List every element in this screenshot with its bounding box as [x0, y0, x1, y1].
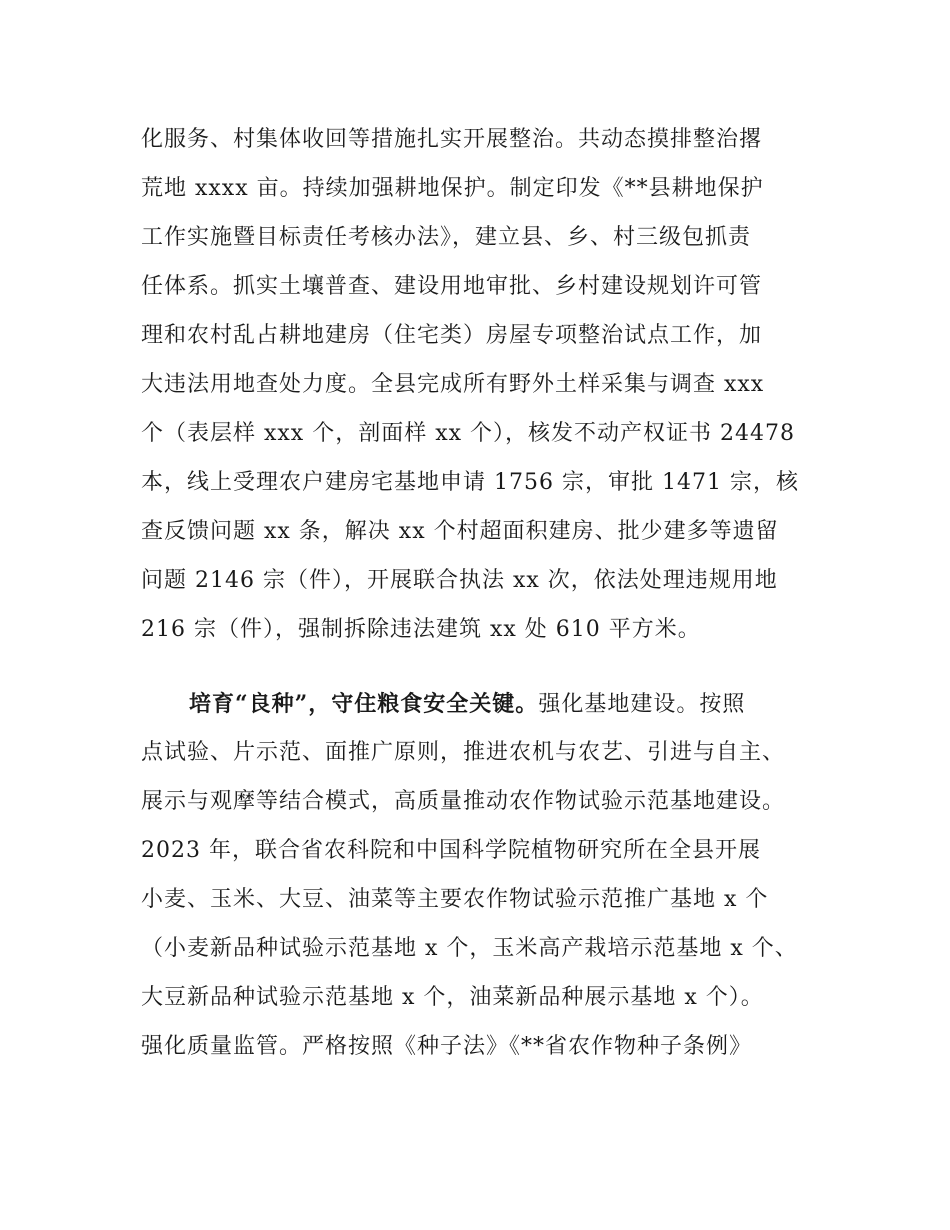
paragraph-line: 问题 2146 宗（件），开展联合执法 xx 次，依法处理违规用地 — [141, 568, 778, 593]
paragraph-line: 查反馈问题 xx 条，解决 xx 个村超面积建房、批少建多等遗留 — [141, 519, 779, 544]
paragraph-line: 2023 年，联合省农科院和中国科学院植物研究所在全县开展 — [141, 838, 761, 863]
paragraph-line: 点试验、片示范、面推广原则，推进农机与农艺、引进与自主、 — [141, 740, 786, 765]
paragraph-line: 荒地 xxxx 亩。持续加强耕地保护。制定印发《**县耕地保护 — [141, 176, 764, 201]
paragraph-line: 大违法用地查处力度。全县完成所有野外土样采集与调查 xxx — [141, 372, 765, 397]
paragraph-line: 强化质量监管。严格按照《种子法》《**省农作物种子条例》 — [141, 1034, 753, 1059]
paragraph-line: 任体系。抓实土壤普查、建设用地审批、乡村建设规划许可管 — [141, 274, 763, 299]
paragraph-line: 个（表层样 xxx 个，剖面样 xx 个），核发不动产权证书 24478 — [141, 421, 795, 446]
paragraph-line: 展示与观摩等结合模式，高质量推动农作物试验示范基地建设。 — [141, 789, 786, 814]
paragraph-heading: 培育“良种”，守住粮食安全关键。 — [189, 691, 539, 717]
paragraph-line: 化服务、村集体收回等措施扎实开展整治。共动态摸排整治撂 — [141, 127, 763, 152]
paragraph-first-line-text: 强化基地建设。按照 — [538, 692, 746, 717]
paragraph-first-line — [189, 688, 745, 720]
paragraph-line: 小麦、玉米、大豆、油菜等主要农作物试验示范推广基地 x 个 — [141, 887, 769, 912]
paragraph-line: 大豆新品种试验示范基地 x 个，油菜新品种展示基地 x 个）。 — [141, 985, 764, 1010]
paragraph-line: 理和农村乱占耕地建房（住宅类）房屋专项整治试点工作，加 — [141, 323, 763, 348]
paragraph-line: （小麦新品种试验示范基地 x 个，玉米高产栽培示范基地 x 个、 — [141, 936, 798, 961]
paragraph-line: 工作实施暨目标责任考核办法》，建立县、乡、村三级包抓责 — [141, 225, 752, 250]
paragraph-line: 本，线上受理农户建房宅基地申请 1756 宗，审批 1471 宗，核 — [141, 470, 799, 495]
paragraph-line: 216 宗（件），强制拆除违法建筑 xx 处 610 平方米。 — [141, 617, 701, 642]
